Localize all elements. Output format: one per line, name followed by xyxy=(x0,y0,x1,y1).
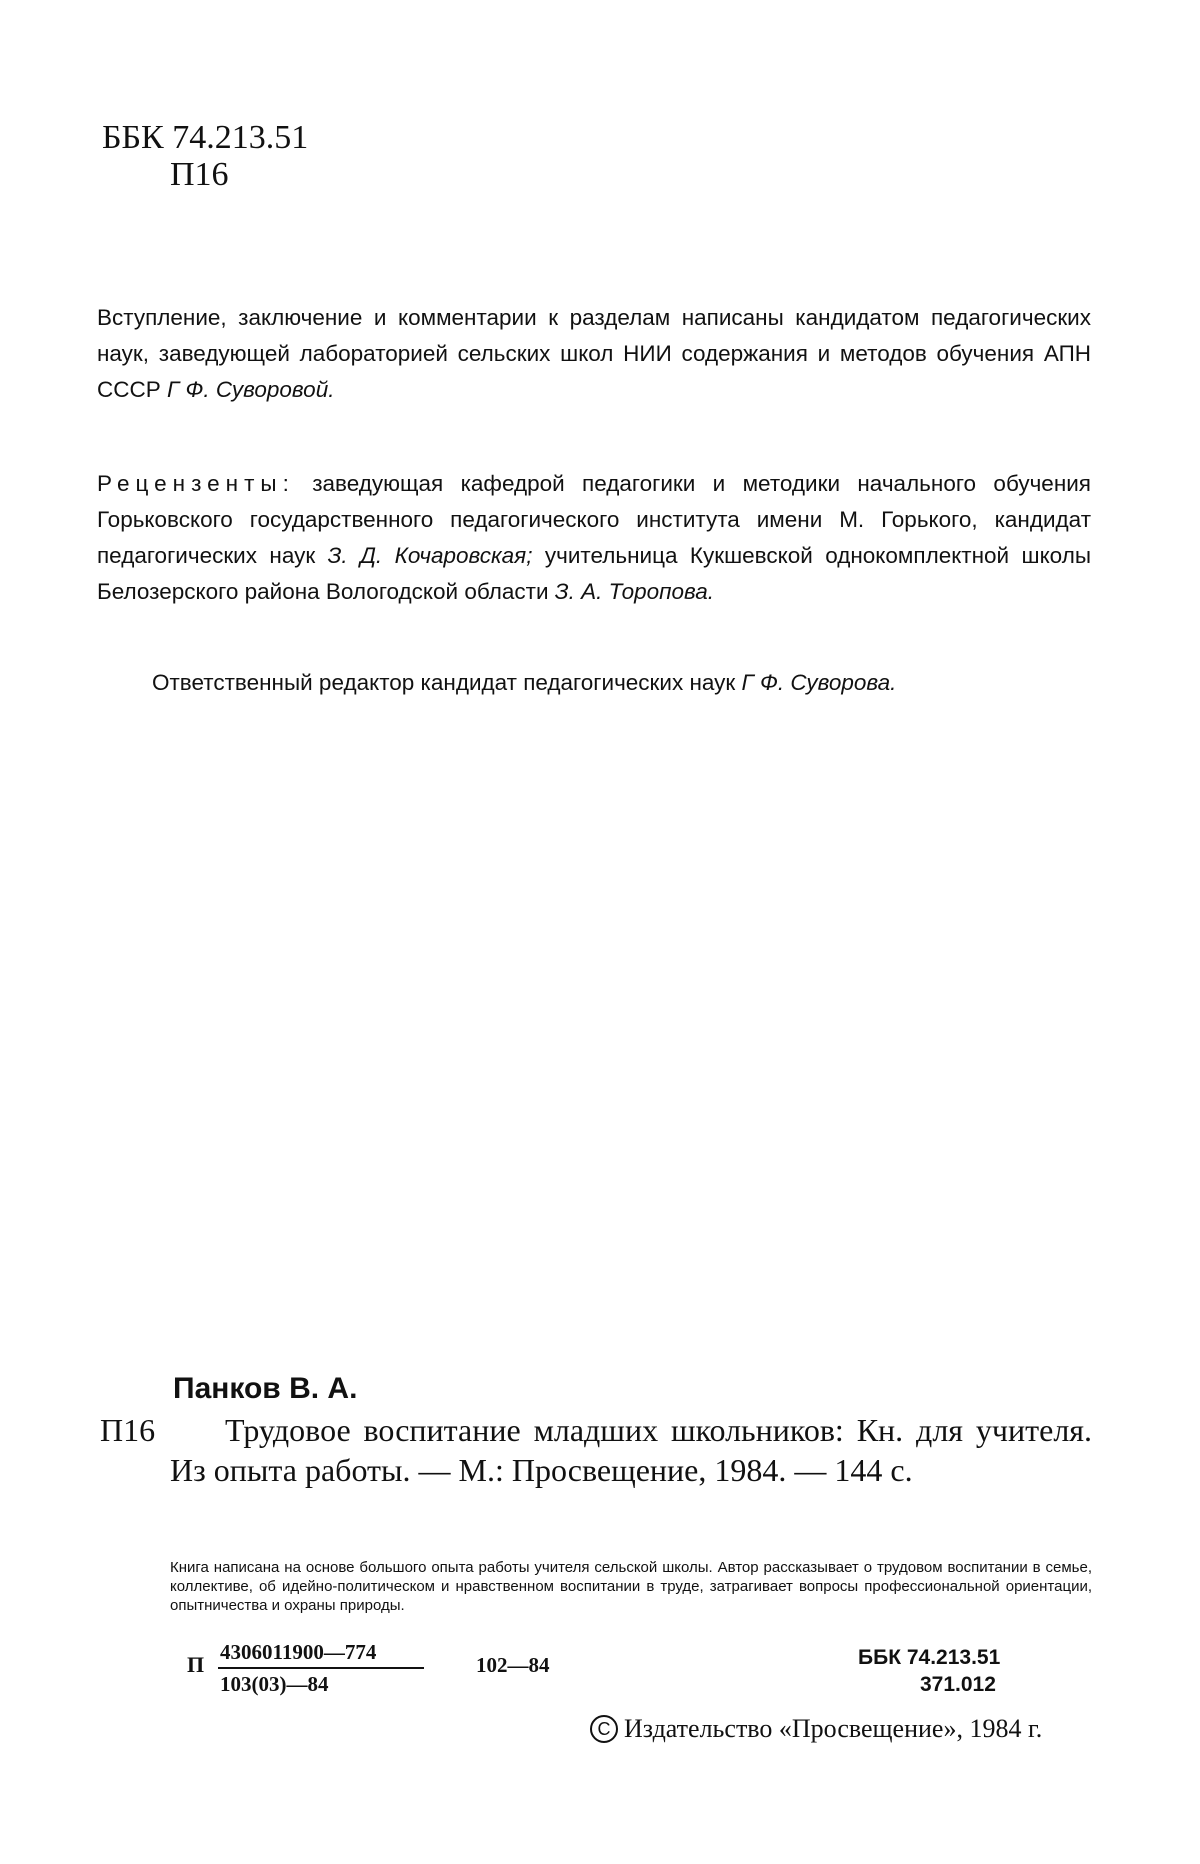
index-numerator: 4306011900—774 xyxy=(220,1640,377,1664)
card-description xyxy=(170,1410,1092,1490)
book-annotation: Книга написана на основе большого опыта работы учителя сельской школы. Автор рассказывает о трудовом воспитании в семье, коллективе, об идейно-политическом и нравственном воспитании в труде, затрагивает вопросы профессиональной ориентации, опытничества и охраны природы. xyxy=(170,1559,1092,1614)
intro-paragraph xyxy=(97,300,1091,408)
copyright-text: Издательство «Просвещение», 1984 г. xyxy=(624,1714,1043,1743)
reviewers-paragraph xyxy=(97,466,1091,610)
index-letter: П xyxy=(187,1652,205,1677)
author-mark: П16 xyxy=(170,156,229,193)
index-tail: 102—84 xyxy=(476,1653,550,1677)
editor-note xyxy=(152,665,896,701)
udk-bottom: 371.012 xyxy=(920,1673,996,1696)
editor-text: Ответственный редактор кандидат педагогических наук xyxy=(152,670,742,695)
intro-text: Вступление, заключение и комментарии к разделам написаны кандидатом педагогических наук, заведующей лабораторией сельских школ НИИ содержания и методов обучения АПН СССР xyxy=(97,305,1091,402)
reviewer-name-1: З. Д. Кочаровская; xyxy=(327,543,533,568)
copyright-line xyxy=(590,1712,1042,1746)
index-denominator: 103(03)—84 xyxy=(220,1672,329,1696)
card-code: П16 xyxy=(100,1412,156,1448)
bbk-bottom: ББК 74.213.51 xyxy=(858,1646,1001,1669)
reviewers-text-2: учительница Кукшевской однокомплектной школы Белозерского района Вологодской области xyxy=(97,543,1092,604)
reviewers-label: Рецензенты: xyxy=(97,471,295,496)
editor-name: Г Ф. Суворова. xyxy=(741,670,897,695)
card-body-text: Трудовое воспитание младших школьников: Кн. для учителя. Из опыта работы. — М.: Просвещение, 1984. — 144 с. xyxy=(170,1412,1092,1488)
copyright-icon: C xyxy=(590,1715,618,1743)
reviewer-name-2: З. А. Торопова. xyxy=(554,579,715,604)
bbk-classification: ББК 74.213.51 xyxy=(102,119,309,156)
intro-author-name: Г Ф. Суворовой. xyxy=(167,377,335,402)
card-author: Панков В. А. xyxy=(173,1372,358,1405)
index-fraction-rule xyxy=(218,1667,424,1669)
reviewers-text-1: заведующая кафедрой педагогики и методики начального обучения Горьковского государственного педагогического института имени М. Горького, кандидат педагогических наук xyxy=(97,471,1091,568)
